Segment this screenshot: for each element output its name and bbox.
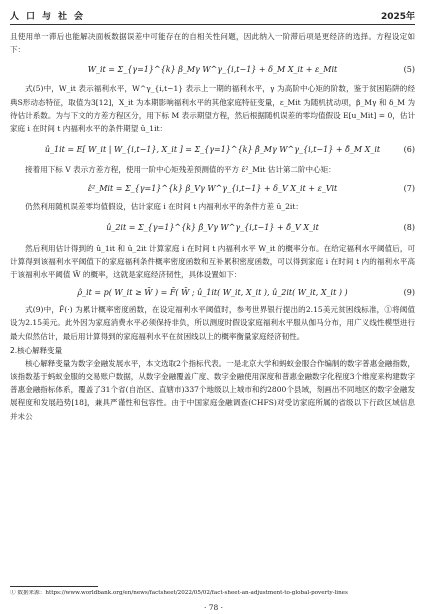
- equation-7-number: (7): [403, 183, 415, 193]
- equation-5-text: W_it = Σ_{γ=1}^{k} β_Mγ W^γ_{i,t−1} + δ_M X_it + ε_Mit: [87, 64, 338, 74]
- equation-5: [10, 56, 415, 82]
- section-heading: 2.核心解释变量: [10, 345, 63, 355]
- paragraph-5: 然后利用估计得到的 û_1it 和 û_2it 计算家庭 i 在时间 t 内福利水平 W_it 的概率分布。在给定福利水平阈值后，可计算得到该福利水平阈值下的家庭福利条件概率密度函数和互补累积密度函数，可以得到家庭 i 在时间 t 内的福利水平高于该福利水平阈值 W̄ 的概率，这就是家庭经济韧性，具体设置如下：: [10, 243, 415, 280]
- paragraph-3: 接着用下标 V 表示方差方程，使用一阶中心矩残差预测值的平方 ε̂²_Mit 估计第二阶中心矩：: [25, 165, 336, 175]
- page-number: · 78 ·: [203, 603, 224, 612]
- article-body: [10, 30, 415, 423]
- equation-8-number: (8): [403, 223, 415, 233]
- header-rule: [10, 24, 415, 25]
- equation-7-text: ε̂²_Mit = Σ_{γ=1}^{k} β_Vγ W^γ_{i,t−1} + δ_V X_it + ε_Vit: [87, 183, 338, 193]
- equation-5-number: (5): [403, 64, 415, 74]
- equation-9-number: (9): [403, 287, 415, 297]
- equation-6-text: û_1it = E[ W_it | W_{i,t−1}, X_it ] = Σ_{γ=1}^{k} β̂_Mγ W^γ_{i,t−1} + δ̂_M X_it: [44, 144, 381, 154]
- equation-9: [10, 281, 415, 303]
- equation-7: [10, 176, 415, 200]
- footnote-rule: [10, 586, 98, 587]
- issue-year: 2025年: [380, 11, 415, 22]
- footnote: ① 数据来源：https://www.worldbank.org/en/news/factsheet/2022/05/02/fact-sheet-an-adjustment-to-global-poverty-lines: [10, 590, 348, 596]
- equation-8: [10, 214, 415, 242]
- equation-9-text: ρ̂_it = p( W_it ≥ W̄ ) = F̄( W̄ ; û_1it( W_it, X_it ), û_2it( W_it, X_it ) ): [77, 287, 348, 297]
- paragraph-4: 仍然利用随机误差零均值假设，估计家庭 i 在时间 t 内福利水平的条件方差 û_2it：: [25, 202, 303, 212]
- equation-8-text: û_2it = Σ_{γ=1}^{k} β̂_Vγ W^γ_{i,t−1} + δ̂_V X_it: [106, 223, 319, 233]
- paragraph-7: 核心解释变量为数字金融发展水平，本文选取2个指标代表。一是北京大学和蚂蚁金服合作编制的数字普惠金融指数，该指数基于蚂蚁金服的交易账户数据，从数字金融覆盖广度、数字金融使用深度和普惠金融数字化程度3个维度来构建数字普惠金融指标体系，覆盖了31个省(自治区、直辖市)337个地级以上城市和约2800个县域，刻画出不同地区的数字金融发展程度和发展趋势[18]，兼具严谨性和包容性。由于中国家庭金融调查(CHFS)对受访家庭所属的省级以下行政区域信息并未公: [10, 358, 415, 421]
- paragraph-1: 且使用单一滞后也能解决面板数据误差中可能存在的自相关性问题，因此纳入一阶滞后项是更经济的选择。方程设定如下：: [10, 32, 415, 55]
- paragraph-2: 式(5)中，W_it 表示福利水平，W^γ_{i,t−1} 表示上一期的福利水平，γ 为高阶中心矩的阶数，鉴于贫困陷阱的经典S形动态特征，取值为3[12]，X_it 为本期影响福利水平的其他家庭特征变量，ε_Mit 为随机扰动项，β_Mγ 和 δ_M 为待估计系数。为与下文的方差方程区分，用下标 M 表示期望方程，然后根据随机误差的零均值假设 E[u_Mit] = 0，估计家庭 i 在时间 t 内福利水平的条件期望 û_1it：: [10, 84, 415, 134]
- journal-name: 人口与社会: [10, 11, 91, 22]
- equation-6: [10, 135, 415, 163]
- equation-6-number: (6): [403, 144, 415, 154]
- running-header: [10, 8, 415, 22]
- paragraph-6: 式(9)中，F̄(·) 为累计概率密度函数，在设定福利水平阈值时，参考世界银行提出的2.15美元贫困线标准，①将阈值设为2.15美元。此外因为家庭消费水平必须保持非负，所以测度时假设家庭福利水平服从伽马分布，用广义线性模型进行最大似然估计，最后用计算得到的家庭福利水平在贫困线以上的概率衡量家庭经济韧性。: [10, 305, 415, 341]
